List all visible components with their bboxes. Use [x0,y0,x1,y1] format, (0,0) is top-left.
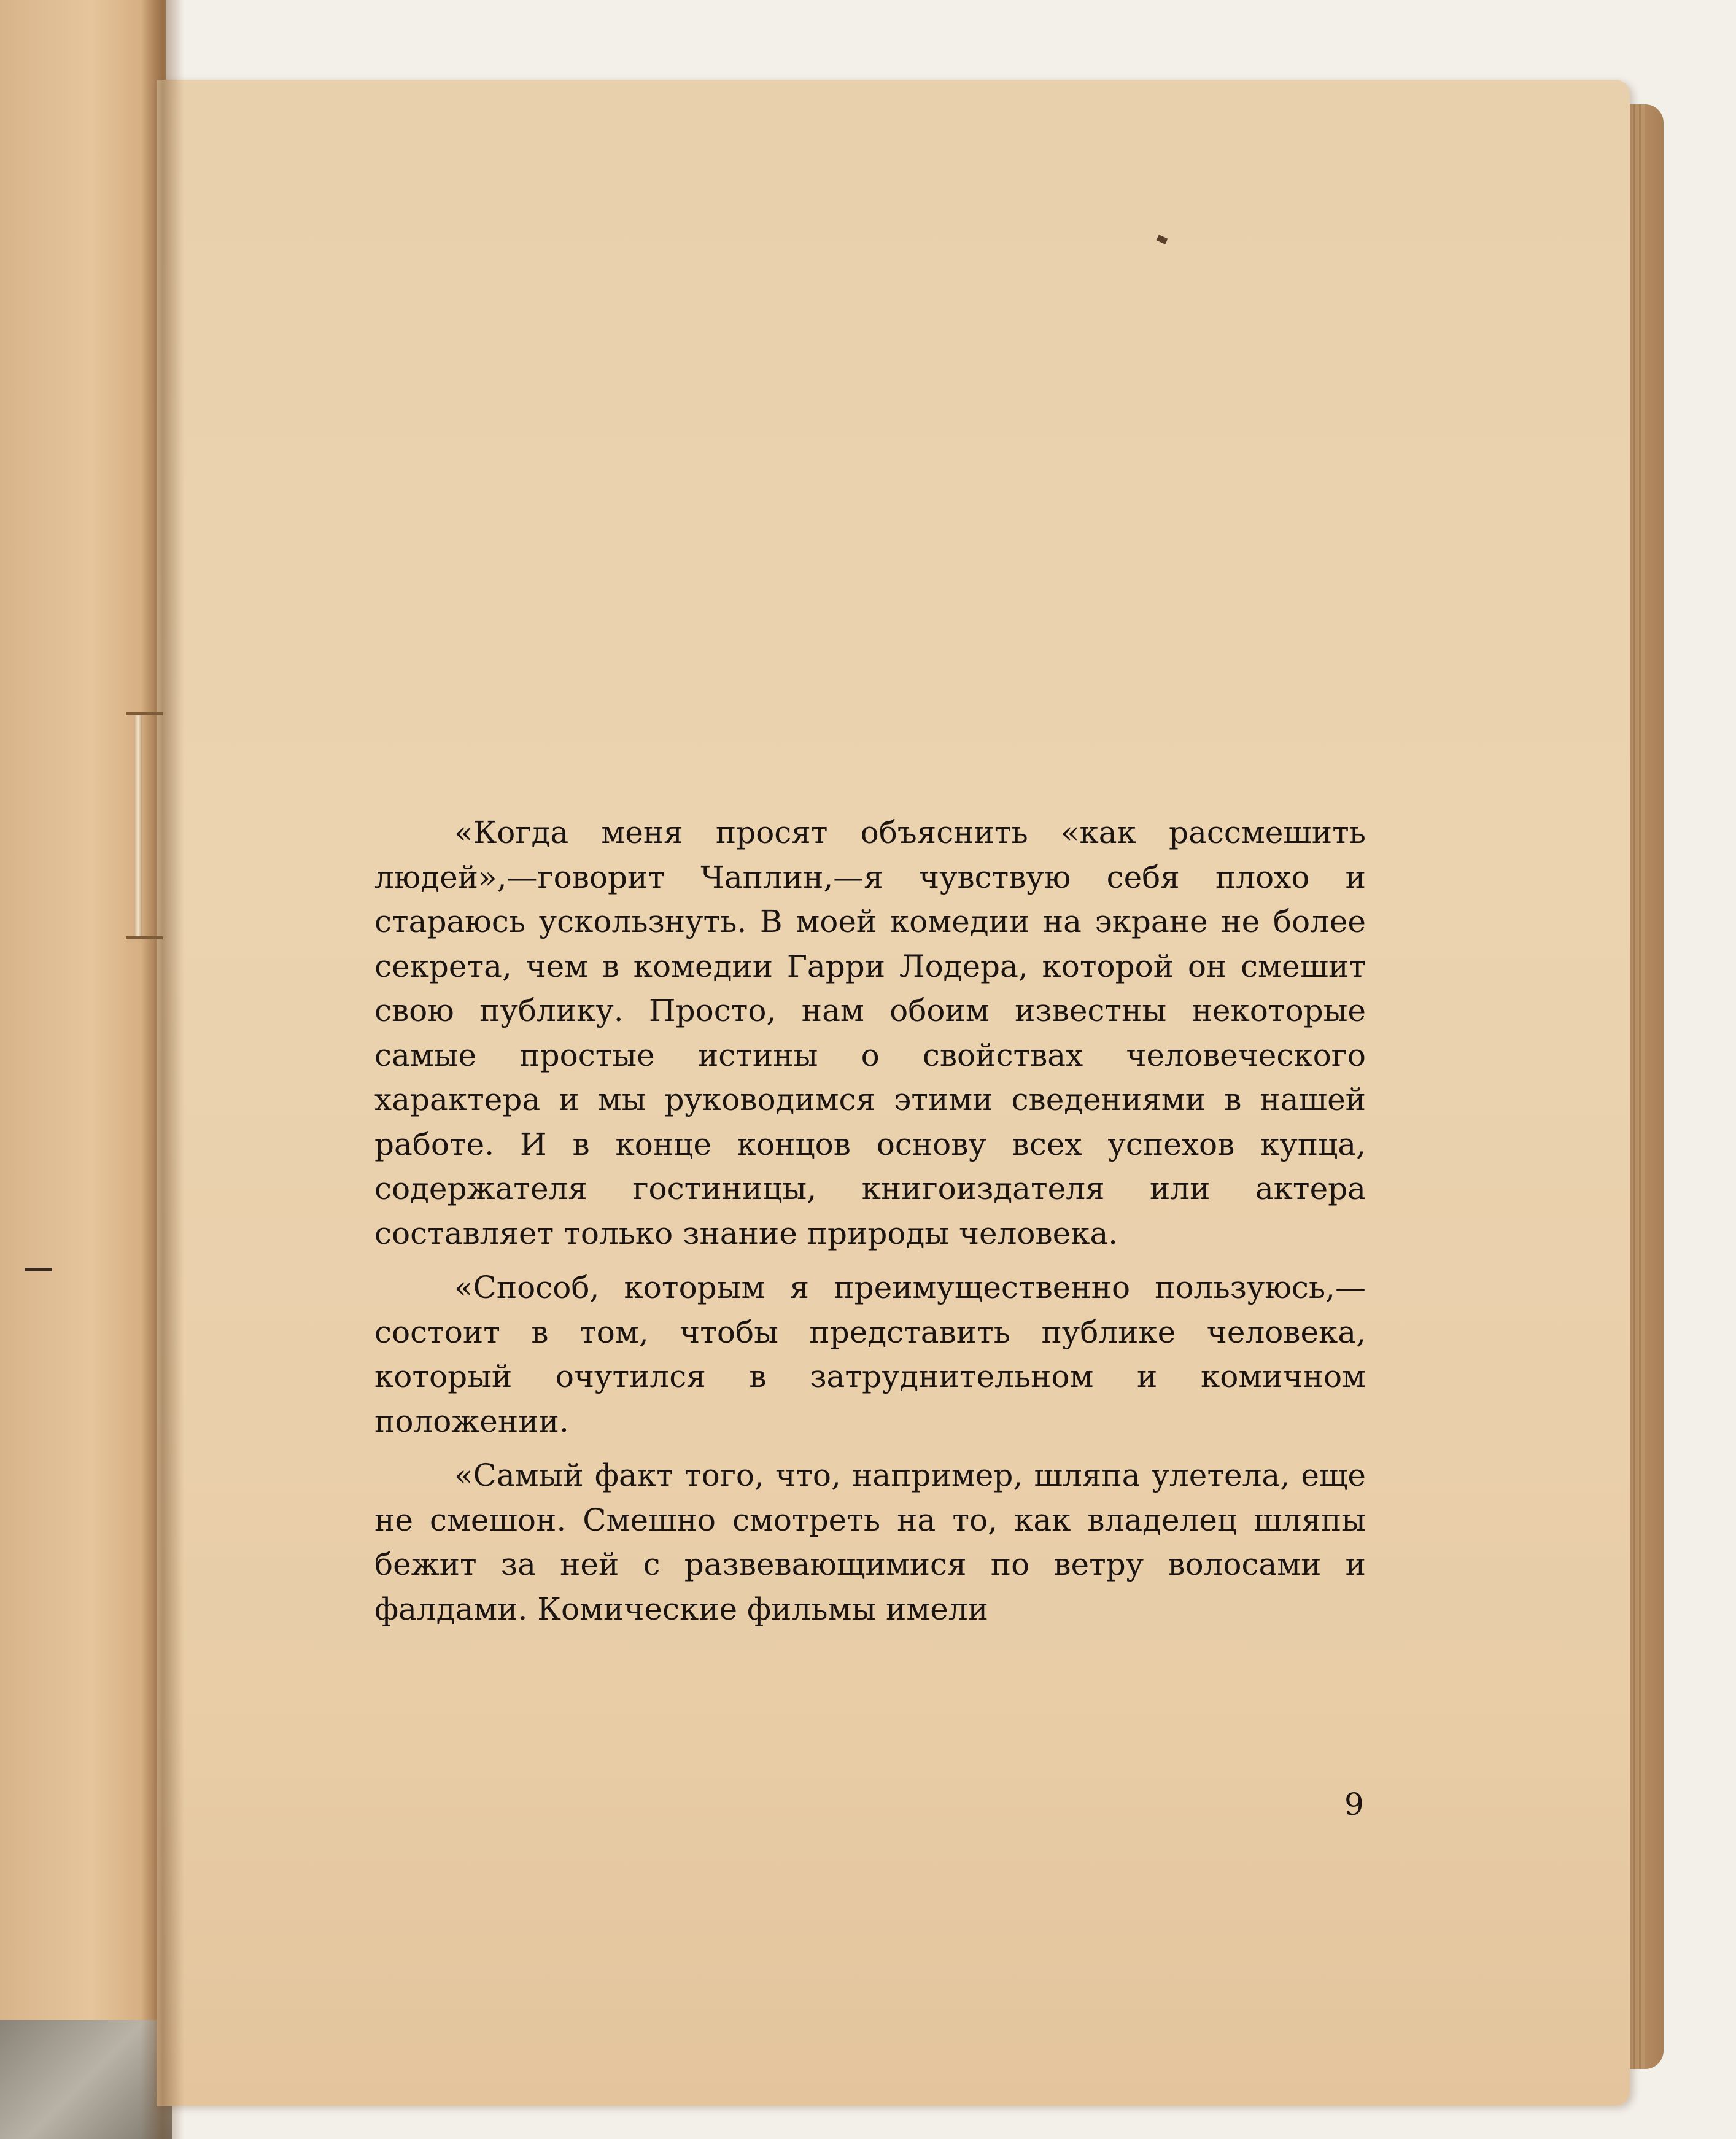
stitch-hole-bottom [126,936,163,939]
paragraph-1: «Когда меня просят объяснить «как рассмешить людей»,—говорит Чаплин,—я чувствую себя плохо и стараюсь ускользнуть. В моей комедии на экране не более секрета, чем в комедии Гарри Лодера, которой он смешит свою публику. Просто, нам обоим известны некоторые самые простые истины о свойствах человеческого характера и мы руководимся этими сведениями в нашей работе. И в конце концов основу всех успехов купца, содержателя гостиницы, книгоиздателя или актера составляет только знание природы человека. [374,815,1366,1251]
binding-stitch [134,712,142,939]
margin-mark [25,1268,52,1271]
body-text [374,810,1366,1641]
gutter-shadow [141,0,184,2139]
paragraph-3: «Самый факт того, что, например, шляпа улетела, еще не смешон. Смешно смотреть на то, как владелец шляпы бежит за ней с развевающимися по ветру волосами и фалдами. Комические фильмы имели [374,1458,1366,1627]
stitch-hole-top [126,712,163,715]
page-number: 9 [1344,1787,1364,1822]
paragraph-2: «Способ, которым я преимущественно пользуюсь,— состоит в том, чтобы представить публике человека, который очутился в затруднительном и комичном положении. [374,1270,1366,1439]
